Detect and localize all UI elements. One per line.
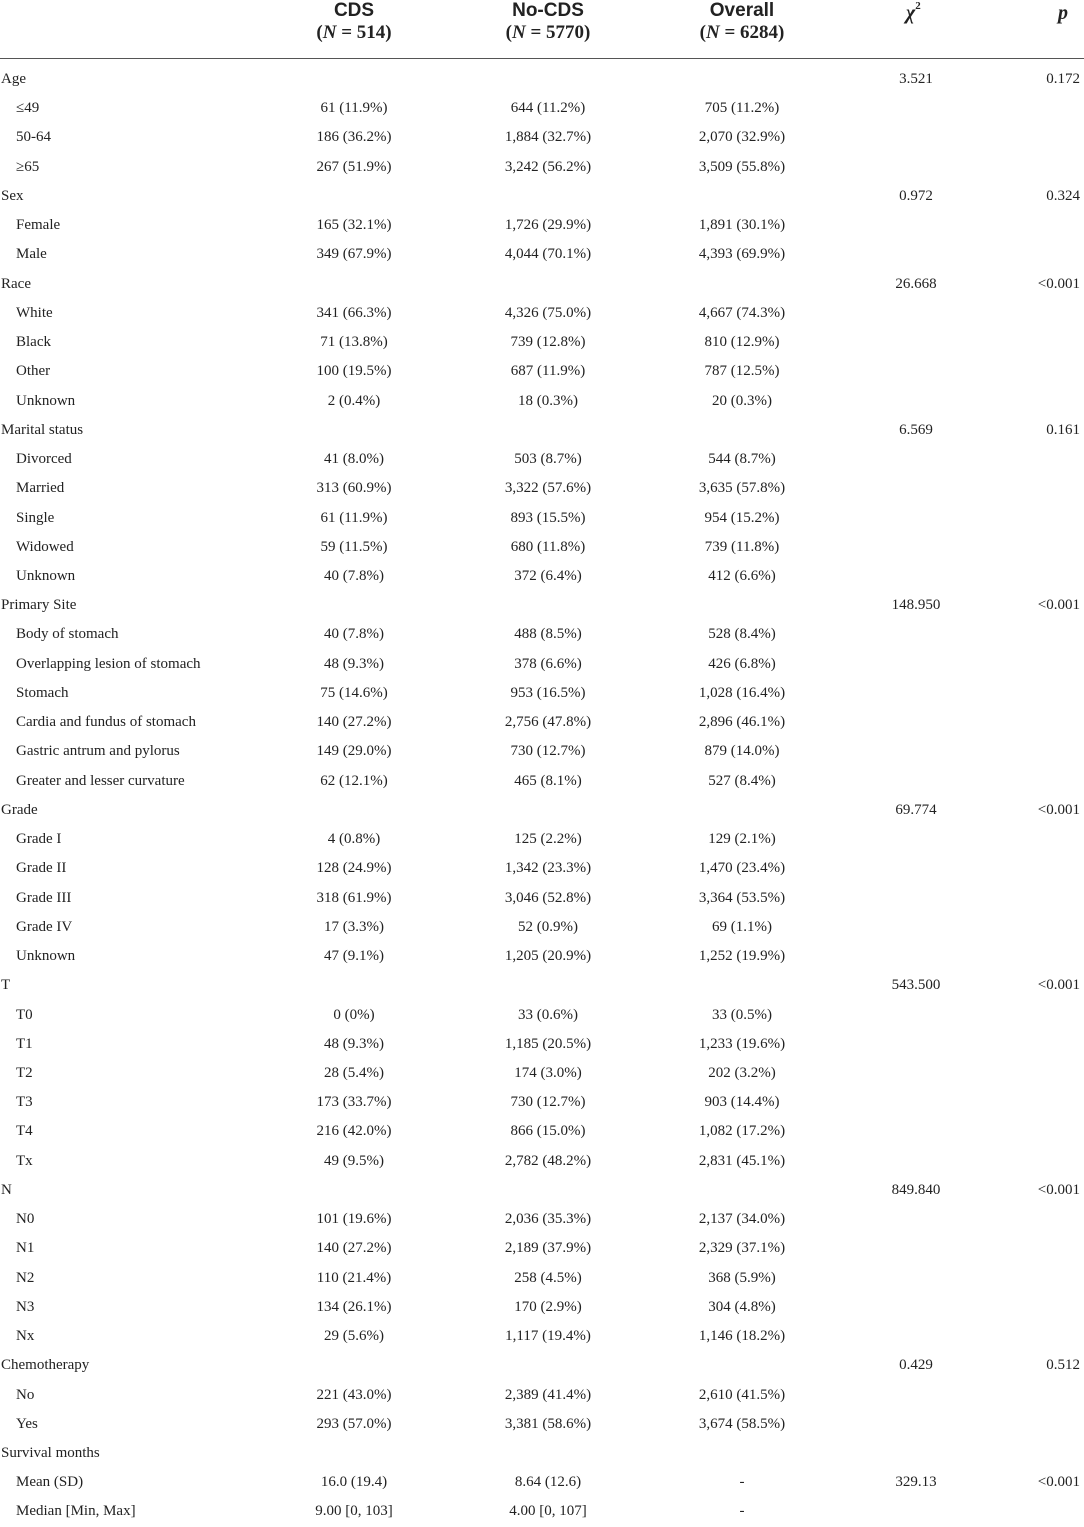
cell-nocds: 174 (3.0%)	[514, 1064, 582, 1081]
cell-overall: 787 (12.5%)	[704, 363, 780, 380]
col-header-cds	[264, 0, 444, 44]
cell-cds: 186 (36.2%)	[316, 129, 392, 146]
row-label: Male	[16, 246, 47, 263]
table-group-row	[0, 1439, 1084, 1468]
cell-overall: 3,674 (58.5%)	[698, 1415, 786, 1432]
row-label: Unknown	[16, 392, 76, 409]
row-label: Sex	[1, 187, 24, 204]
cell-overall: 2,137 (34.0%)	[698, 1211, 786, 1228]
cell-nocds: 125 (2.2%)	[514, 831, 582, 848]
table-row	[0, 1293, 1084, 1322]
cell-nocds: 1,884 (32.7%)	[504, 129, 592, 146]
cell-p: <0.001	[1037, 597, 1080, 614]
cell-nocds: 4.00 [0, 107]	[509, 1503, 587, 1520]
cell-nocds: 378 (6.6%)	[514, 655, 582, 672]
row-label: Overlapping lesion of stomach	[16, 655, 201, 672]
cell-nocds: 4,044 (70.1%)	[504, 246, 592, 263]
table-row	[0, 737, 1084, 766]
cell-nocds: 3,322 (57.6%)	[504, 480, 592, 497]
cell-overall: 739 (11.8%)	[704, 538, 780, 555]
row-label: No	[16, 1386, 35, 1403]
row-label: Gastric antrum and pylorus	[16, 743, 180, 760]
n-value: = 5770)	[525, 22, 591, 43]
col-header-overall	[652, 0, 832, 44]
cell-cds: 293 (57.0%)	[316, 1415, 392, 1432]
table-group-row	[0, 796, 1084, 825]
cell-nocds: 503 (8.7%)	[514, 451, 582, 468]
row-label: ≤49	[16, 100, 40, 117]
table-row	[0, 123, 1084, 152]
n-symbol: N	[705, 22, 720, 43]
table-row	[0, 240, 1084, 269]
table-row	[0, 620, 1084, 649]
cell-overall: 2,329 (37.1%)	[698, 1240, 786, 1257]
row-label: T1	[16, 1035, 33, 1052]
cell-nocds: 680 (11.8%)	[510, 538, 586, 555]
col-header-name: Overall	[709, 0, 775, 21]
cell-nocds: 2,036 (35.3%)	[504, 1211, 592, 1228]
cell-chi2: 849.840	[891, 1181, 941, 1198]
cell-overall: 2,070 (32.9%)	[698, 129, 786, 146]
cell-cds: 40 (7.8%)	[324, 567, 384, 584]
row-label: Grade III	[16, 889, 72, 906]
table-row	[0, 1322, 1084, 1351]
cell-cds: 165 (32.1%)	[316, 217, 392, 234]
n-value: = 514)	[336, 22, 392, 43]
cell-cds: 9.00 [0, 103]	[315, 1503, 393, 1520]
row-label: Other	[16, 363, 51, 380]
cell-cds: 173 (33.7%)	[316, 1094, 392, 1111]
cell-p: <0.001	[1037, 1181, 1080, 1198]
table-row	[0, 1147, 1084, 1176]
cell-overall: 1,146 (18.2%)	[698, 1328, 786, 1345]
cell-chi2: 26.668	[895, 275, 937, 292]
cell-cds: 0 (0%)	[333, 1006, 375, 1023]
cell-overall: 544 (8.7%)	[708, 451, 776, 468]
cell-p: <0.001	[1037, 977, 1080, 994]
cell-cds: 48 (9.3%)	[324, 1035, 384, 1052]
cell-overall: 202 (3.2%)	[708, 1064, 776, 1081]
cell-cds: 61 (11.9%)	[320, 100, 388, 117]
row-label: N2	[16, 1269, 35, 1286]
table-row	[0, 445, 1084, 474]
cell-nocds: 465 (8.1%)	[514, 772, 582, 789]
table-row	[0, 474, 1084, 503]
row-label: Marital status	[1, 421, 84, 438]
cell-cds: 29 (5.6%)	[324, 1328, 384, 1345]
table-row	[0, 913, 1084, 942]
cell-nocds: 52 (0.9%)	[518, 918, 578, 935]
table-group-row	[0, 65, 1084, 94]
cell-overall: 412 (6.6%)	[708, 567, 776, 584]
cell-nocds: 3,242 (56.2%)	[504, 158, 592, 175]
cell-chi2: 69.774	[895, 801, 937, 818]
row-label: Grade I	[16, 831, 62, 848]
row-label: Single	[16, 509, 55, 526]
cell-nocds: 488 (8.5%)	[514, 626, 582, 643]
row-label: T2	[16, 1064, 33, 1081]
cell-cds: 47 (9.1%)	[324, 948, 384, 965]
cell-cds: 48 (9.3%)	[324, 655, 384, 672]
cell-nocds: 1,117 (19.4%)	[505, 1328, 591, 1345]
table-group-row	[0, 971, 1084, 1000]
row-label: Female	[16, 217, 61, 234]
cell-overall: 528 (8.4%)	[708, 626, 776, 643]
cell-p: <0.001	[1037, 801, 1080, 818]
row-label: Married	[16, 480, 65, 497]
cell-cds: 267 (51.9%)	[316, 158, 392, 175]
col-header-nocds	[458, 0, 638, 44]
row-label: T	[1, 977, 11, 994]
cell-cds: 59 (11.5%)	[320, 538, 388, 555]
row-label: N	[1, 1181, 12, 1198]
cell-nocds: 730 (12.7%)	[510, 1094, 586, 1111]
table-group-row	[0, 182, 1084, 211]
col-header-p: p	[1058, 2, 1068, 24]
cell-cds: 100 (19.5%)	[316, 363, 392, 380]
col-header-n: (N = 5770)	[505, 22, 591, 43]
table-row	[0, 1468, 1084, 1497]
row-label: Grade	[1, 801, 38, 818]
table-row	[0, 328, 1084, 357]
cell-overall: 1,233 (19.6%)	[698, 1035, 786, 1052]
cell-cds: 221 (43.0%)	[316, 1386, 392, 1403]
table-row	[0, 533, 1084, 562]
cell-cds: 349 (67.9%)	[316, 246, 392, 263]
cell-overall: 129 (2.1%)	[708, 831, 776, 848]
cell-nocds: 170 (2.9%)	[514, 1298, 582, 1315]
cell-nocds: 3,046 (52.8%)	[504, 889, 592, 906]
cell-nocds: 18 (0.3%)	[518, 392, 578, 409]
row-label: Age	[1, 71, 26, 87]
table-group-row	[0, 1351, 1084, 1380]
cell-overall: 1,082 (17.2%)	[698, 1123, 786, 1140]
row-label: Race	[1, 275, 31, 292]
row-label: Body of stomach	[16, 626, 119, 643]
row-label: N1	[16, 1240, 35, 1257]
cell-nocds: 2,782 (48.2%)	[504, 1152, 592, 1169]
cell-cds: 110 (21.4%)	[316, 1269, 392, 1286]
table-row	[0, 1234, 1084, 1263]
row-label: N0	[16, 1211, 35, 1228]
cell-overall: 903 (14.4%)	[704, 1094, 780, 1111]
row-label: Survival months	[1, 1445, 100, 1462]
cell-cds: 49 (9.5%)	[324, 1152, 384, 1169]
cell-nocds: 372 (6.4%)	[514, 567, 582, 584]
table-row	[0, 942, 1084, 971]
cell-nocds: 1,726 (29.9%)	[504, 217, 592, 234]
cell-overall: 1,252 (19.9%)	[698, 948, 786, 965]
row-label: T4	[16, 1123, 33, 1140]
cell-nocds: 644 (11.2%)	[510, 100, 586, 117]
row-label: White	[16, 304, 53, 321]
table-row	[0, 1001, 1084, 1030]
cell-cds: 341 (66.3%)	[316, 304, 392, 321]
table-row	[0, 387, 1084, 416]
table-row	[0, 1117, 1084, 1146]
cell-overall: 3,364 (53.5%)	[698, 889, 786, 906]
cell-nocds: 2,389 (41.4%)	[504, 1386, 592, 1403]
cell-overall: 810 (12.9%)	[704, 334, 780, 351]
cell-cds: 140 (27.2%)	[316, 714, 392, 731]
cell-chi2: 0.429	[899, 1357, 933, 1374]
row-label: T3	[16, 1094, 33, 1111]
col-header-name: No-CDS	[512, 0, 584, 21]
table-row	[0, 504, 1084, 533]
cell-cds: 134 (26.1%)	[316, 1298, 392, 1315]
cell-nocds: 866 (15.0%)	[510, 1123, 586, 1140]
table-row	[0, 153, 1084, 182]
cell-nocds: 730 (12.7%)	[510, 743, 586, 760]
cell-cds: 71 (13.8%)	[320, 334, 388, 351]
cell-cds: 216 (42.0%)	[316, 1123, 392, 1140]
cell-overall: -	[739, 1503, 745, 1520]
cell-chi2: 3.521	[899, 71, 933, 87]
cell-nocds: 1,205 (20.9%)	[504, 948, 592, 965]
table-row	[0, 650, 1084, 679]
n-symbol: N	[322, 22, 337, 43]
cell-overall: 426 (6.8%)	[708, 655, 776, 672]
cell-overall: 2,610 (41.5%)	[698, 1386, 786, 1403]
cell-chi2: 0.972	[899, 187, 933, 204]
cell-cds: 41 (8.0%)	[324, 451, 384, 468]
row-label: Unknown	[16, 948, 76, 965]
cell-overall: 20 (0.3%)	[712, 392, 772, 409]
cell-overall: 2,831 (45.1%)	[698, 1152, 786, 1169]
cell-overall: 1,470 (23.4%)	[698, 860, 786, 877]
cell-nocds: 1,342 (23.3%)	[504, 860, 592, 877]
cell-nocds: 687 (11.9%)	[510, 363, 586, 380]
cell-chi2: 6.569	[899, 421, 933, 438]
col-header-n: (N = 514)	[316, 22, 392, 43]
cell-nocds: 2,756 (47.8%)	[504, 714, 592, 731]
cell-cds: 313 (60.9%)	[316, 480, 392, 497]
cell-nocds: 739 (12.8%)	[510, 334, 586, 351]
table-row	[0, 708, 1084, 737]
cell-p: 0.161	[1046, 421, 1080, 438]
table-row	[0, 884, 1084, 913]
table-group-row	[0, 270, 1084, 299]
row-label: Greater and lesser curvature	[16, 772, 185, 789]
table-row	[0, 854, 1084, 883]
chi-symbol: χ	[906, 2, 916, 24]
col-header-n: (N = 6284)	[699, 22, 785, 43]
cell-cds: 28 (5.4%)	[324, 1064, 384, 1081]
cell-overall: -	[739, 1474, 745, 1491]
row-label: Tx	[16, 1152, 33, 1169]
row-label: Grade II	[16, 860, 67, 877]
row-label: Nx	[16, 1328, 35, 1345]
cell-overall: 879 (14.0%)	[704, 743, 780, 760]
cell-nocds: 8.64 (12.6)	[514, 1474, 582, 1491]
table-body	[0, 65, 1084, 1527]
cell-cds: 318 (61.9%)	[316, 889, 392, 906]
cell-cds: 16.0 (19.4)	[320, 1474, 388, 1491]
cell-cds: 101 (19.6%)	[316, 1211, 392, 1228]
col-header-name: CDS	[333, 0, 375, 21]
cell-overall: 3,509 (55.8%)	[698, 158, 786, 175]
table-row	[0, 825, 1084, 854]
cell-chi2: 329.13	[895, 1474, 937, 1491]
cell-overall: 33 (0.5%)	[712, 1006, 772, 1023]
cell-p: <0.001	[1037, 275, 1080, 292]
row-label: Chemotherapy	[1, 1357, 90, 1374]
table-row	[0, 1088, 1084, 1117]
cell-nocds: 2,189 (37.9%)	[504, 1240, 592, 1257]
table-row	[0, 357, 1084, 386]
table-row	[0, 1205, 1084, 1234]
cell-cds: 4 (0.8%)	[327, 831, 381, 848]
n-symbol: N	[511, 22, 526, 43]
cell-nocds: 1,185 (20.5%)	[504, 1035, 592, 1052]
row-label: 50-64	[16, 129, 51, 146]
table-row	[0, 1264, 1084, 1293]
row-label: Stomach	[16, 684, 69, 701]
table-row	[0, 1030, 1084, 1059]
cell-overall: 2,896 (46.1%)	[698, 714, 786, 731]
cell-cds: 61 (11.9%)	[320, 509, 388, 526]
cell-cds: 140 (27.2%)	[316, 1240, 392, 1257]
table-row	[0, 211, 1084, 240]
cell-overall: 954 (15.2%)	[704, 509, 780, 526]
col-header-chi2	[906, 2, 921, 25]
cell-nocds: 893 (15.5%)	[510, 509, 586, 526]
cell-cds: 40 (7.8%)	[324, 626, 384, 643]
cell-cds: 62 (12.1%)	[320, 772, 388, 789]
row-label: Unknown	[16, 567, 76, 584]
table-row	[0, 94, 1084, 123]
cell-p: 0.512	[1046, 1357, 1080, 1374]
table-row	[0, 1497, 1084, 1526]
table-row	[0, 1410, 1084, 1439]
cell-nocds: 4,326 (75.0%)	[504, 304, 592, 321]
cell-overall: 4,667 (74.3%)	[698, 304, 786, 321]
cell-chi2: 148.950	[891, 597, 941, 614]
cell-cds: 149 (29.0%)	[316, 743, 392, 760]
row-label: Yes	[16, 1415, 38, 1432]
cell-cds: 75 (14.6%)	[320, 684, 388, 701]
cell-overall: 1,891 (30.1%)	[698, 217, 786, 234]
table-row	[0, 562, 1084, 591]
table-group-row	[0, 591, 1084, 620]
cell-overall: 3,635 (57.8%)	[698, 480, 786, 497]
row-label: Mean (SD)	[16, 1474, 84, 1491]
row-label: Primary Site	[1, 597, 77, 614]
cell-cds: 17 (3.3%)	[324, 918, 384, 935]
n-value: = 6284)	[719, 22, 785, 43]
cell-overall: 304 (4.8%)	[708, 1298, 776, 1315]
cell-overall: 368 (5.9%)	[708, 1269, 776, 1286]
row-label: N3	[16, 1298, 35, 1315]
cell-chi2: 543.500	[891, 977, 941, 994]
cell-nocds: 258 (4.5%)	[514, 1269, 582, 1286]
cell-cds: 2 (0.4%)	[327, 392, 381, 409]
table-row	[0, 299, 1084, 328]
cell-nocds: 33 (0.6%)	[518, 1006, 578, 1023]
table-row	[0, 679, 1084, 708]
cell-overall: 705 (11.2%)	[704, 100, 780, 117]
row-label: ≥65	[16, 158, 40, 175]
table-row	[0, 767, 1084, 796]
table-row	[0, 1059, 1084, 1088]
row-label: Widowed	[16, 538, 74, 555]
cell-p: <0.001	[1037, 1474, 1080, 1491]
table-group-row	[0, 1176, 1084, 1205]
table-header	[0, 0, 1084, 59]
cell-cds: 128 (24.9%)	[316, 860, 392, 877]
row-label: Divorced	[16, 451, 72, 468]
row-label: T0	[16, 1006, 33, 1023]
cell-overall: 69 (1.1%)	[712, 918, 772, 935]
cell-nocds: 953 (16.5%)	[510, 684, 586, 701]
cell-nocds: 3,381 (58.6%)	[504, 1415, 592, 1432]
row-label: Median [Min, Max]	[16, 1503, 136, 1520]
table-row	[0, 1381, 1084, 1410]
chi-superscript: 2	[915, 0, 921, 13]
cell-overall: 527 (8.4%)	[708, 772, 776, 789]
cell-overall: 4,393 (69.9%)	[698, 246, 786, 263]
row-label: Black	[16, 334, 51, 351]
cell-overall: 1,028 (16.4%)	[698, 684, 786, 701]
row-label: Cardia and fundus of stomach	[16, 714, 196, 731]
cell-p: 0.324	[1046, 187, 1080, 204]
table-group-row	[0, 416, 1084, 445]
cell-p: 0.172	[1046, 71, 1080, 87]
row-label: Grade IV	[16, 918, 73, 935]
